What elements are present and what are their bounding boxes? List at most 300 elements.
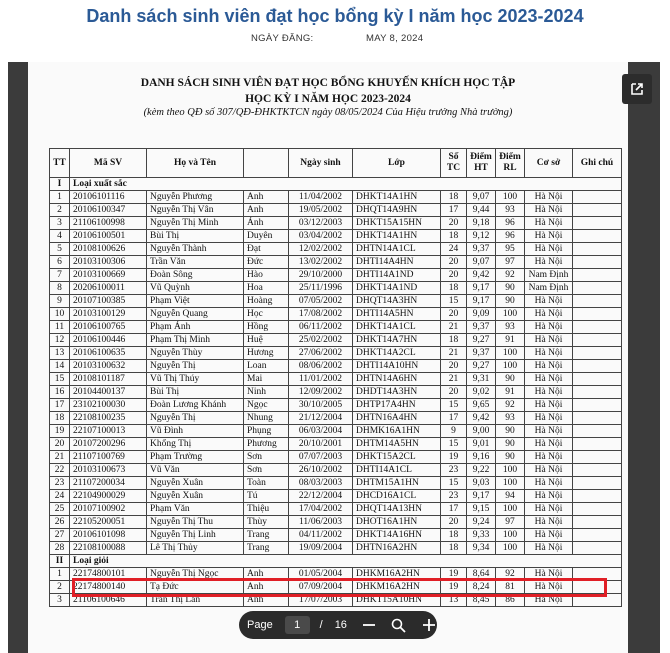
table-cell <box>573 347 622 360</box>
table-cell: 86 <box>496 594 525 607</box>
table-cell: 20 <box>441 386 467 399</box>
table-cell <box>573 256 622 269</box>
table-cell: 22107100013 <box>70 425 147 438</box>
table-cell: Hà Nội <box>525 542 573 555</box>
table-cell: 100 <box>496 529 525 542</box>
table-cell: Loan <box>244 360 289 373</box>
table-cell: Hoa <box>244 282 289 295</box>
table-row <box>50 217 622 230</box>
table-cell: 90 <box>496 425 525 438</box>
table-cell: 08/06/2002 <box>289 360 353 373</box>
table-cell: DHKT14A1HN <box>353 191 441 204</box>
table-cell: DHTM14A5HN <box>353 438 441 451</box>
table-cell: 22108100235 <box>70 412 147 425</box>
table-cell: 14 <box>50 360 70 373</box>
table-cell: Hà Nội <box>525 334 573 347</box>
table-cell: 9,12 <box>467 230 496 243</box>
doc-heading: DANH SÁCH SINH VIÊN ĐẠT HỌC BỔNG KHUYẾN KHÍCH HỌC TẬP <box>140 77 516 89</box>
table-cell: 9,27 <box>467 334 496 347</box>
table-cell <box>573 516 622 529</box>
table-cell: Bùi Thị <box>147 386 244 399</box>
column-header: Điểm RL <box>496 149 525 178</box>
table-cell: 24 <box>441 243 467 256</box>
table-cell: 95 <box>496 243 525 256</box>
column-header: Họ và Tên <box>147 149 244 178</box>
table-cell: 11/04/2002 <box>289 191 353 204</box>
table-cell: 100 <box>496 191 525 204</box>
table-cell: 01/05/2004 <box>289 568 353 581</box>
table-cell: 20 <box>441 256 467 269</box>
table-cell: 13 <box>441 594 467 607</box>
table-cell: 20106101098 <box>70 529 147 542</box>
table-cell: 9,15 <box>467 503 496 516</box>
table-cell: 9,17 <box>467 282 496 295</box>
table-cell: 21107200034 <box>70 477 147 490</box>
table-cell <box>573 412 622 425</box>
table-cell: Ngọc <box>244 399 289 412</box>
table-cell: DHTI14A1CL <box>353 464 441 477</box>
table-cell: 9,37 <box>467 321 496 334</box>
table-cell: 11/01/2002 <box>289 373 353 386</box>
table-cell: Nguyễn Thành <box>147 243 244 256</box>
table-cell: 9 <box>50 295 70 308</box>
table-cell: 20107100902 <box>70 503 147 516</box>
table-cell: 6 <box>50 256 70 269</box>
table-row <box>50 243 622 256</box>
table-cell: Anh <box>244 581 289 594</box>
table-header <box>50 149 622 178</box>
column-header: Lớp <box>353 149 441 178</box>
table-cell: 18 <box>441 191 467 204</box>
table-cell: 20106100635 <box>70 347 147 360</box>
table-cell: DHKT14A1CL <box>353 321 441 334</box>
table-cell: 21106100646 <box>70 594 147 607</box>
table-cell: 9,34 <box>467 542 496 555</box>
table-cell: 20103100673 <box>70 464 147 477</box>
table-cell: 18 <box>441 334 467 347</box>
table-cell: Ánh <box>244 217 289 230</box>
table-cell: 15 <box>50 373 70 386</box>
table-cell: 03/04/2002 <box>289 230 353 243</box>
table-cell: 07/07/2003 <box>289 451 353 464</box>
table-cell: 25/11/1996 <box>289 282 353 295</box>
table-row <box>50 399 622 412</box>
table-row <box>50 490 622 503</box>
table-cell: Ninh <box>244 386 289 399</box>
table-cell: Trang <box>244 529 289 542</box>
table-cell: 93 <box>496 412 525 425</box>
table-cell: Hà Nội <box>525 230 573 243</box>
table-cell: Hà Nội <box>525 217 573 230</box>
table-row <box>50 438 622 451</box>
table-cell: Hà Nội <box>525 451 573 464</box>
table-cell: Đoàn Sông <box>147 269 244 282</box>
table-cell: 20106100446 <box>70 334 147 347</box>
table-cell: 9,27 <box>467 360 496 373</box>
table-cell: 21/12/2004 <box>289 412 353 425</box>
table-cell: Hào <box>244 269 289 282</box>
table-cell: 20103100669 <box>70 269 147 282</box>
section-row <box>50 555 622 568</box>
table-cell: DHTI14A10HN <box>353 360 441 373</box>
table-cell: 15 <box>441 295 467 308</box>
table-cell: 26/10/2002 <box>289 464 353 477</box>
table-cell: 3 <box>50 594 70 607</box>
table-cell: 8,64 <box>467 568 496 581</box>
table-cell: Hà Nội <box>525 347 573 360</box>
table-cell: 11 <box>50 321 70 334</box>
table-cell: DHQT14A13HN <box>353 503 441 516</box>
table-cell: 13/02/2002 <box>289 256 353 269</box>
table-cell: 18 <box>441 542 467 555</box>
table-cell: Anh <box>244 204 289 217</box>
table-cell: 19 <box>50 425 70 438</box>
column-header <box>244 149 289 178</box>
table-cell: Tạ Đức <box>147 581 244 594</box>
table-cell: 18 <box>441 282 467 295</box>
table-cell <box>573 451 622 464</box>
table-cell: 07/05/2002 <box>289 295 353 308</box>
table-cell: Hà Nội <box>525 438 573 451</box>
table-row <box>50 282 622 295</box>
table-cell: 90 <box>496 282 525 295</box>
column-header: Cơ sở <box>525 149 573 178</box>
table-cell: Anh <box>244 191 289 204</box>
table-cell: DHTI14A5HN <box>353 308 441 321</box>
table-cell: 10 <box>50 308 70 321</box>
table-cell: 15 <box>441 477 467 490</box>
table-cell: Nguyễn Thị Thu <box>147 516 244 529</box>
table-cell: 17 <box>50 399 70 412</box>
table-row <box>50 464 622 477</box>
table-cell: Hà Nội <box>525 360 573 373</box>
table-cell: 07/09/2004 <box>289 581 353 594</box>
table-cell: Nam Định <box>525 269 573 282</box>
table-cell: 22105200051 <box>70 516 147 529</box>
table-cell: Nhung <box>244 412 289 425</box>
table-cell: Sơn <box>244 451 289 464</box>
table-cell: Đức <box>244 256 289 269</box>
open-in-new-button[interactable] <box>622 74 652 104</box>
table-cell: 20 <box>50 438 70 451</box>
table-cell: Nguyễn Phương <box>147 191 244 204</box>
table-cell: 9,65 <box>467 399 496 412</box>
table-cell: 20 <box>441 516 467 529</box>
table-cell: 9,01 <box>467 438 496 451</box>
table-cell: 9,17 <box>467 490 496 503</box>
table-row <box>50 334 622 347</box>
table-cell: 91 <box>496 334 525 347</box>
table-cell: 26 <box>50 516 70 529</box>
table-cell: DHKT14A1HN <box>353 230 441 243</box>
table-cell: Hà Nội <box>525 529 573 542</box>
table-cell: Hà Nội <box>525 594 573 607</box>
table-cell: Hà Nội <box>525 581 573 594</box>
table-cell: 30/10/2005 <box>289 399 353 412</box>
table-cell: 19 <box>441 581 467 594</box>
table-cell: 19 <box>441 568 467 581</box>
table-cell: 20 <box>441 217 467 230</box>
table-cell: Hà Nội <box>525 477 573 490</box>
table-cell: DHQT14A3HN <box>353 295 441 308</box>
table-cell: DHDT14A3HN <box>353 386 441 399</box>
table-row <box>50 269 622 282</box>
table-cell: 97 <box>496 516 525 529</box>
table-cell: Vũ Thị Thúy <box>147 373 244 386</box>
table-cell: Toàn <box>244 477 289 490</box>
table-cell <box>573 204 622 217</box>
table-cell: Học <box>244 308 289 321</box>
table-cell: 97 <box>496 256 525 269</box>
table-cell: Phụng <box>244 425 289 438</box>
table-cell <box>573 295 622 308</box>
column-header: Điểm HT <box>467 149 496 178</box>
table-cell: 94 <box>496 490 525 503</box>
table-row <box>50 451 622 464</box>
table-cell: 2 <box>50 204 70 217</box>
table-cell: 17 <box>441 204 467 217</box>
scholarship-table <box>49 148 622 607</box>
table-cell: 20 <box>441 360 467 373</box>
plus-icon <box>422 618 436 632</box>
section-label: Loại giỏi <box>70 555 622 568</box>
table-cell: 20106101116 <box>70 191 147 204</box>
table-cell: 17 <box>441 412 467 425</box>
table-cell: Hà Nội <box>525 204 573 217</box>
table-cell: Hà Nội <box>525 386 573 399</box>
table-cell: 20108101187 <box>70 373 147 386</box>
table-cell: Phạm Thị Minh <box>147 334 244 347</box>
table-cell: 25 <box>50 503 70 516</box>
table-cell: 21106100998 <box>70 217 147 230</box>
table-cell: 90 <box>496 438 525 451</box>
table-cell: Nguyễn Xuân <box>147 477 244 490</box>
open-in-new-icon <box>630 82 644 96</box>
table-cell <box>573 269 622 282</box>
table-cell: DHKT14A2CL <box>353 347 441 360</box>
table-row <box>50 204 622 217</box>
table-cell: 4 <box>50 230 70 243</box>
table-cell <box>573 334 622 347</box>
post-date-value: MAY 8, 2024 <box>366 33 424 44</box>
table-cell: DHOT16A1HN <box>353 516 441 529</box>
table-cell: Thùy <box>244 516 289 529</box>
table-cell: Nguyễn Thị Ngọc <box>147 568 244 581</box>
table-row <box>50 477 622 490</box>
table-cell: 17 <box>441 503 467 516</box>
minus-icon <box>362 618 376 632</box>
table-row <box>50 191 622 204</box>
table-cell: 9,37 <box>467 347 496 360</box>
table-row <box>50 230 622 243</box>
table-cell: 22/12/2004 <box>289 490 353 503</box>
table-row <box>50 360 622 373</box>
table-cell: 93 <box>496 321 525 334</box>
table-cell: 20103100306 <box>70 256 147 269</box>
table-cell: DHKT15A2CL <box>353 451 441 464</box>
page-title: Danh sách sinh viên đạt học bổng kỳ I năm học 2023-2024 <box>86 6 584 26</box>
table-row <box>50 256 622 269</box>
pdf-toolbar <box>239 611 437 639</box>
table-cell: Hà Nội <box>525 243 573 256</box>
table-cell: 91 <box>496 386 525 399</box>
table-row <box>50 529 622 542</box>
column-header: TT <box>50 149 70 178</box>
zoom-in-button[interactable] <box>421 616 437 634</box>
column-header: Ngày sinh <box>289 149 353 178</box>
table-cell <box>573 191 622 204</box>
table-cell <box>573 282 622 295</box>
table-cell: DHKT14A1ND <box>353 282 441 295</box>
table-cell: Tú <box>244 490 289 503</box>
table-cell: Thiệu <box>244 503 289 516</box>
table-cell <box>573 373 622 386</box>
table-cell: 9,09 <box>467 308 496 321</box>
table-cell: Nguyễn Quang <box>147 308 244 321</box>
table-cell: Hương <box>244 347 289 360</box>
table-cell: 15 <box>441 399 467 412</box>
table-cell: 9,18 <box>467 217 496 230</box>
table-cell: 100 <box>496 464 525 477</box>
table-cell: Mai <box>244 373 289 386</box>
zoom-out-button[interactable] <box>361 616 377 634</box>
table-cell <box>573 464 622 477</box>
table-row <box>50 386 622 399</box>
table-cell: Anh <box>244 568 289 581</box>
table-row <box>50 295 622 308</box>
table-cell <box>573 503 622 516</box>
table-cell <box>573 490 622 503</box>
table-cell: 9,44 <box>467 204 496 217</box>
table-cell: DHTI14A4HN <box>353 256 441 269</box>
current-page-input[interactable]: 1 <box>285 616 310 634</box>
table-cell: DHKM16A2HN <box>353 581 441 594</box>
table-cell: 03/12/2003 <box>289 217 353 230</box>
table-cell <box>573 217 622 230</box>
table-cell: Hà Nội <box>525 256 573 269</box>
table-cell: 100 <box>496 308 525 321</box>
table-cell: Hà Nội <box>525 412 573 425</box>
table-cell: Huệ <box>244 334 289 347</box>
section-label: Loại xuất sắc <box>70 178 622 191</box>
table-cell: Phạm Việt <box>147 295 244 308</box>
table-cell: Nguyễn Xuân <box>147 490 244 503</box>
doc-subheading: HỌC KỲ I NĂM HỌC 2023-2024 <box>245 93 411 105</box>
post-date-label: NGÀY ĐĂNG: <box>251 33 314 44</box>
column-header: Mã SV <box>70 149 147 178</box>
table-cell: Duyên <box>244 230 289 243</box>
table-cell: Nam Định <box>525 282 573 295</box>
table-cell: 13 <box>50 347 70 360</box>
table-cell: Nguyễn Thị Vân <box>147 204 244 217</box>
table-cell: Đạt <box>244 243 289 256</box>
table-cell: 8,24 <box>467 581 496 594</box>
table-cell: Phương <box>244 438 289 451</box>
magnifier-icon <box>391 618 406 633</box>
table-cell: 90 <box>496 373 525 386</box>
table-row <box>50 412 622 425</box>
table-cell: Hà Nội <box>525 503 573 516</box>
table-cell: 27/06/2002 <box>289 347 353 360</box>
table-cell: 20103100632 <box>70 360 147 373</box>
table-cell: 9,42 <box>467 412 496 425</box>
table-cell: 100 <box>496 503 525 516</box>
table-cell <box>573 542 622 555</box>
table-cell <box>573 425 622 438</box>
total-pages: 16 <box>334 619 347 631</box>
table-row <box>50 347 622 360</box>
table-cell: Hà Nội <box>525 568 573 581</box>
column-header: Số TC <box>441 149 467 178</box>
table-cell: 27 <box>50 529 70 542</box>
table-cell: Vũ Quỳnh <box>147 282 244 295</box>
table-cell: Hoàng <box>244 295 289 308</box>
table-cell: 100 <box>496 477 525 490</box>
table-cell: Nguyễn Thị <box>147 360 244 373</box>
table-cell: 92 <box>496 399 525 412</box>
table-cell: DHMK16A1HN <box>353 425 441 438</box>
table-cell: Phạm Trường <box>147 451 244 464</box>
table-cell: 93 <box>496 204 525 217</box>
table-cell: Khổng Thị <box>147 438 244 451</box>
table-cell: Lê Thị Thủy <box>147 542 244 555</box>
table-row <box>50 542 622 555</box>
table-cell: Hà Nội <box>525 191 573 204</box>
table-cell: 90 <box>496 295 525 308</box>
table-cell: DHTN16A2HN <box>353 542 441 555</box>
pdf-viewer[interactable] <box>8 62 660 653</box>
table-cell: 24 <box>50 490 70 503</box>
table-cell: Hà Nội <box>525 321 573 334</box>
table-cell: Hà Nội <box>525 464 573 477</box>
table-cell: Hà Nội <box>525 399 573 412</box>
table-cell: Phạm Ánh <box>147 321 244 334</box>
column-header: Ghi chú <box>573 149 622 178</box>
doc-decision-note: (kèm theo QĐ số 307/QĐ-ĐHKTKTCN ngày 08/05/2024 Của Hiệu trưởng Nhà trường) <box>143 107 513 118</box>
table-cell: 23102100030 <box>70 399 147 412</box>
section-number: II <box>50 555 70 568</box>
table-cell: 9,02 <box>467 386 496 399</box>
table-cell: 9,31 <box>467 373 496 386</box>
table-row <box>50 425 622 438</box>
table-cell: 20106100501 <box>70 230 147 243</box>
table-cell: Phạm Văn <box>147 503 244 516</box>
table-cell: DHKT15A10HN <box>353 594 441 607</box>
table-cell: 20103100129 <box>70 308 147 321</box>
table-cell: 12 <box>50 334 70 347</box>
table-cell: DHCD16A1CL <box>353 490 441 503</box>
table-cell: 23 <box>50 477 70 490</box>
table-cell: DHKT14A16HN <box>353 529 441 542</box>
table-cell: 16 <box>50 386 70 399</box>
table-cell: DHTN16A4HN <box>353 412 441 425</box>
table-cell: 9,07 <box>467 191 496 204</box>
zoom-button[interactable] <box>391 616 407 634</box>
table-cell: 21 <box>441 373 467 386</box>
table-cell: Trang <box>244 542 289 555</box>
table-cell: 9,37 <box>467 243 496 256</box>
table-cell: Hà Nội <box>525 373 573 386</box>
table-cell: 20206100011 <box>70 282 147 295</box>
table-cell: 06/11/2002 <box>289 321 353 334</box>
table-cell: 21 <box>441 321 467 334</box>
table-cell: 100 <box>496 347 525 360</box>
table-cell: DHTM15A1HN <box>353 477 441 490</box>
table-row <box>50 503 622 516</box>
table-cell: 21 <box>441 347 467 360</box>
table-cell: 5 <box>50 243 70 256</box>
table-cell <box>573 386 622 399</box>
